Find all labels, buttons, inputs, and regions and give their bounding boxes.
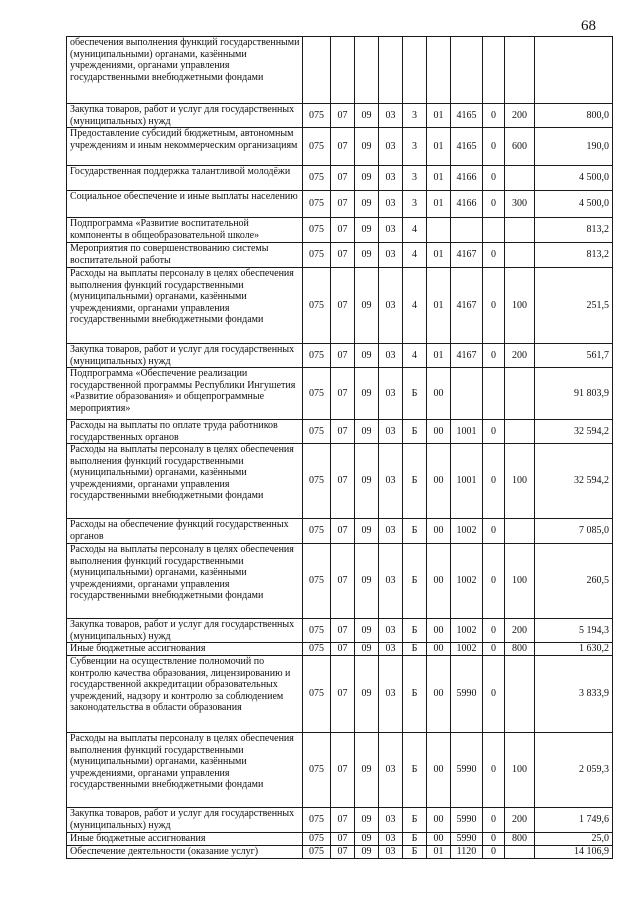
cell-section: 07 — [331, 268, 355, 344]
cell-section: 07 — [331, 846, 355, 859]
cell-zero: 0 — [483, 268, 505, 344]
cell-program: 03 — [379, 344, 403, 368]
cell-section: 07 — [331, 344, 355, 368]
cell-section: 07 — [331, 218, 355, 243]
cell-ministry-code: 075 — [303, 444, 331, 519]
cell-expense-type: 200 — [505, 344, 535, 368]
cell-zero: 0 — [483, 733, 505, 808]
table-row — [67, 544, 613, 619]
cell-subsection: 09 — [355, 344, 379, 368]
table-row — [67, 218, 613, 243]
table-row — [67, 833, 613, 846]
row-name: Предоставление субсидий бюджетным, автономным учреждениям и иным некоммерческим организациям — [67, 128, 303, 166]
cell-ministry-code: 075 — [303, 218, 331, 243]
cell-amount: 7 085,0 — [535, 519, 613, 544]
page-number: 68 — [581, 18, 596, 34]
cell-event: 00 — [427, 420, 451, 444]
cell-zero: 0 — [483, 420, 505, 444]
cell-program: 03 — [379, 519, 403, 544]
cell-subprogram: Б — [403, 619, 427, 643]
cell-zero: 0 — [483, 191, 505, 218]
table-row — [67, 128, 613, 166]
cell-event: 00 — [427, 656, 451, 733]
cell-direction — [451, 37, 483, 104]
cell-amount: 2 059,3 — [535, 733, 613, 808]
cell-program: 03 — [379, 268, 403, 344]
cell-event — [427, 37, 451, 104]
cell-program: 03 — [379, 643, 403, 656]
row-name: Обеспечение деятельности (оказание услуг) — [67, 846, 303, 859]
cell-event: 00 — [427, 808, 451, 833]
cell-amount — [535, 37, 613, 104]
cell-subsection: 09 — [355, 444, 379, 519]
cell-subsection: 09 — [355, 808, 379, 833]
cell-subprogram: Б — [403, 368, 427, 420]
cell-direction: 4166 — [451, 166, 483, 191]
cell-subsection — [355, 37, 379, 104]
cell-amount: 260,5 — [535, 544, 613, 619]
cell-amount: 25,0 — [535, 833, 613, 846]
cell-event: 01 — [427, 128, 451, 166]
cell-ministry-code: 075 — [303, 128, 331, 166]
table-row — [67, 519, 613, 544]
cell-subprogram: 4 — [403, 268, 427, 344]
cell-program: 03 — [379, 243, 403, 268]
cell-amount: 5 194,3 — [535, 619, 613, 643]
cell-ministry-code: 075 — [303, 344, 331, 368]
cell-section: 07 — [331, 166, 355, 191]
cell-subprogram: Б — [403, 733, 427, 808]
cell-subprogram: Б — [403, 833, 427, 846]
cell-expense-type: 200 — [505, 104, 535, 128]
cell-subsection: 09 — [355, 218, 379, 243]
cell-program: 03 — [379, 808, 403, 833]
row-name: Закупка товаров, работ и услуг для государственных (муниципальных) нужд — [67, 619, 303, 643]
cell-event — [427, 218, 451, 243]
cell-subsection: 09 — [355, 846, 379, 859]
cell-subprogram: Б — [403, 544, 427, 619]
cell-section: 07 — [331, 733, 355, 808]
row-name: обеспечения выполнения функций государственными (муниципальными) органами, казёнными учреждениями, органами управления государственными внебюджетными фондами — [67, 37, 303, 104]
cell-direction: 1002 — [451, 519, 483, 544]
cell-zero: 0 — [483, 643, 505, 656]
cell-section: 07 — [331, 643, 355, 656]
cell-subsection: 09 — [355, 368, 379, 420]
cell-subprogram: Б — [403, 444, 427, 519]
cell-direction: 5990 — [451, 733, 483, 808]
row-name: Подпрограмма «Обеспечение реализации государственной программы Республики Ингушетия «Развитие образования» и общепрограммные мероприятия» — [67, 368, 303, 420]
cell-expense-type: 100 — [505, 444, 535, 519]
cell-program: 03 — [379, 833, 403, 846]
cell-subprogram: 3 — [403, 128, 427, 166]
cell-event: 00 — [427, 519, 451, 544]
cell-section: 07 — [331, 619, 355, 643]
cell-event: 00 — [427, 733, 451, 808]
row-name: Мероприятия по совершенствованию системы воспитательной работы — [67, 243, 303, 268]
cell-program: 03 — [379, 656, 403, 733]
cell-zero: 0 — [483, 243, 505, 268]
table-row — [67, 166, 613, 191]
cell-ministry-code: 075 — [303, 619, 331, 643]
cell-subprogram: Б — [403, 656, 427, 733]
cell-section: 07 — [331, 808, 355, 833]
cell-amount: 4 500,0 — [535, 191, 613, 218]
cell-event: 00 — [427, 619, 451, 643]
cell-section — [331, 37, 355, 104]
cell-zero — [483, 368, 505, 420]
cell-section: 07 — [331, 833, 355, 846]
cell-zero: 0 — [483, 833, 505, 846]
cell-expense-type — [505, 218, 535, 243]
table-row — [67, 619, 613, 643]
cell-direction: 1001 — [451, 444, 483, 519]
cell-ministry-code — [303, 37, 331, 104]
cell-section: 07 — [331, 544, 355, 619]
cell-program — [379, 37, 403, 104]
cell-event: 01 — [427, 191, 451, 218]
cell-event: 00 — [427, 833, 451, 846]
cell-subsection: 09 — [355, 619, 379, 643]
cell-event: 01 — [427, 104, 451, 128]
cell-ministry-code: 075 — [303, 643, 331, 656]
table-row — [67, 191, 613, 218]
cell-direction: 5990 — [451, 833, 483, 846]
cell-section: 07 — [331, 243, 355, 268]
cell-program: 03 — [379, 444, 403, 519]
cell-program: 03 — [379, 420, 403, 444]
cell-ministry-code: 075 — [303, 268, 331, 344]
cell-direction: 1002 — [451, 643, 483, 656]
cell-subsection: 09 — [355, 243, 379, 268]
cell-expense-type: 200 — [505, 808, 535, 833]
cell-subprogram: 3 — [403, 166, 427, 191]
cell-section: 07 — [331, 368, 355, 420]
cell-section: 07 — [331, 656, 355, 733]
cell-expense-type: 300 — [505, 191, 535, 218]
budget-table — [66, 36, 613, 859]
cell-expense-type: 200 — [505, 619, 535, 643]
cell-ministry-code: 075 — [303, 733, 331, 808]
cell-section: 07 — [331, 444, 355, 519]
cell-section: 07 — [331, 420, 355, 444]
cell-direction: 4165 — [451, 104, 483, 128]
cell-zero — [483, 218, 505, 243]
cell-section: 07 — [331, 519, 355, 544]
cell-expense-type — [505, 37, 535, 104]
cell-amount: 32 594,2 — [535, 444, 613, 519]
cell-ministry-code: 075 — [303, 846, 331, 859]
row-name: Государственная поддержка талантливой молодёжи — [67, 166, 303, 191]
cell-ministry-code: 075 — [303, 104, 331, 128]
cell-subprogram: Б — [403, 519, 427, 544]
cell-amount: 91 803,9 — [535, 368, 613, 420]
cell-subprogram: 4 — [403, 243, 427, 268]
cell-subsection: 09 — [355, 268, 379, 344]
table-row — [67, 846, 613, 859]
table-row — [67, 37, 613, 104]
cell-direction: 1002 — [451, 544, 483, 619]
cell-subsection: 09 — [355, 166, 379, 191]
row-name: Иные бюджетные ассигнования — [67, 643, 303, 656]
cell-subsection: 09 — [355, 519, 379, 544]
cell-ministry-code: 075 — [303, 191, 331, 218]
cell-zero: 0 — [483, 519, 505, 544]
cell-program: 03 — [379, 733, 403, 808]
cell-event: 00 — [427, 368, 451, 420]
cell-subprogram: 3 — [403, 104, 427, 128]
row-name: Социальное обеспечение и иные выплаты населению — [67, 191, 303, 218]
cell-direction — [451, 368, 483, 420]
cell-amount: 190,0 — [535, 128, 613, 166]
cell-ministry-code: 075 — [303, 166, 331, 191]
cell-program: 03 — [379, 368, 403, 420]
cell-amount: 561,7 — [535, 344, 613, 368]
cell-subprogram — [403, 37, 427, 104]
cell-event: 00 — [427, 444, 451, 519]
cell-program: 03 — [379, 846, 403, 859]
cell-expense-type: 800 — [505, 643, 535, 656]
cell-ministry-code: 075 — [303, 808, 331, 833]
cell-zero: 0 — [483, 444, 505, 519]
cell-subsection: 09 — [355, 104, 379, 128]
row-name: Закупка товаров, работ и услуг для государственных (муниципальных) нужд — [67, 104, 303, 128]
row-name: Закупка товаров, работ и услуг для государственных (муниципальных) нужд — [67, 344, 303, 368]
cell-subprogram: Б — [403, 808, 427, 833]
cell-ministry-code: 075 — [303, 833, 331, 846]
cell-amount: 14 106,9 — [535, 846, 613, 859]
cell-section: 07 — [331, 128, 355, 166]
cell-event: 01 — [427, 268, 451, 344]
cell-zero: 0 — [483, 128, 505, 166]
cell-ministry-code: 075 — [303, 368, 331, 420]
cell-subsection: 09 — [355, 544, 379, 619]
cell-subsection: 09 — [355, 656, 379, 733]
cell-zero: 0 — [483, 344, 505, 368]
row-name: Расходы на выплаты персоналу в целях обеспечения выполнения функций государственными (муниципальными) органами, казёнными учреждениями, органами управления государственными внебюджетными фондами — [67, 733, 303, 808]
table-row — [67, 368, 613, 420]
table-row — [67, 420, 613, 444]
cell-amount: 32 594,2 — [535, 420, 613, 444]
cell-ministry-code: 075 — [303, 420, 331, 444]
cell-event: 00 — [427, 643, 451, 656]
cell-subsection: 09 — [355, 128, 379, 166]
table-row — [67, 656, 613, 733]
cell-ministry-code: 075 — [303, 243, 331, 268]
table-row — [67, 808, 613, 833]
table-row — [67, 733, 613, 808]
cell-expense-type: 100 — [505, 733, 535, 808]
cell-ministry-code: 075 — [303, 544, 331, 619]
cell-subsection: 09 — [355, 420, 379, 444]
cell-section: 07 — [331, 191, 355, 218]
cell-program: 03 — [379, 166, 403, 191]
cell-event: 01 — [427, 243, 451, 268]
cell-direction: 1001 — [451, 420, 483, 444]
cell-amount: 1 749,6 — [535, 808, 613, 833]
cell-expense-type — [505, 656, 535, 733]
cell-subprogram: Б — [403, 846, 427, 859]
row-name: Расходы на обеспечение функций государственных органов — [67, 519, 303, 544]
cell-zero: 0 — [483, 808, 505, 833]
cell-subprogram: Б — [403, 643, 427, 656]
row-name: Закупка товаров, работ и услуг для государственных (муниципальных) нужд — [67, 808, 303, 833]
cell-zero: 0 — [483, 619, 505, 643]
cell-amount: 813,2 — [535, 218, 613, 243]
cell-amount: 251,5 — [535, 268, 613, 344]
cell-event: 00 — [427, 544, 451, 619]
cell-direction: 5990 — [451, 656, 483, 733]
cell-direction: 4167 — [451, 268, 483, 344]
row-name: Подпрограмма «Развитие воспитательной компоненты в общеобразовательной школе» — [67, 218, 303, 243]
cell-program: 03 — [379, 128, 403, 166]
cell-zero: 0 — [483, 544, 505, 619]
cell-subsection: 09 — [355, 643, 379, 656]
cell-ministry-code: 075 — [303, 519, 331, 544]
cell-direction: 1120 — [451, 846, 483, 859]
row-name: Расходы на выплаты персоналу в целях обеспечения выполнения функций государственными (муниципальными) органами, казёнными учреждениями, органами управления государственными внебюджетными фондами — [67, 544, 303, 619]
cell-direction: 4165 — [451, 128, 483, 166]
cell-expense-type — [505, 420, 535, 444]
row-name: Расходы на выплаты по оплате труда работников государственных органов — [67, 420, 303, 444]
cell-zero: 0 — [483, 846, 505, 859]
row-name: Субвенции на осуществление полномочий по контролю качества образования, лицензированию и государственной аккредитации образовательных учреждений, надзору и контролю за соблюдением законодательства в области образования — [67, 656, 303, 733]
table-row — [67, 643, 613, 656]
cell-direction: 4167 — [451, 344, 483, 368]
table-row — [67, 243, 613, 268]
cell-direction — [451, 218, 483, 243]
cell-direction: 5990 — [451, 808, 483, 833]
cell-expense-type — [505, 166, 535, 191]
cell-section: 07 — [331, 104, 355, 128]
cell-amount: 3 833,9 — [535, 656, 613, 733]
cell-expense-type: 100 — [505, 268, 535, 344]
cell-program: 03 — [379, 218, 403, 243]
cell-event: 01 — [427, 846, 451, 859]
cell-event: 01 — [427, 166, 451, 191]
cell-subprogram: 4 — [403, 218, 427, 243]
cell-direction: 4166 — [451, 191, 483, 218]
cell-direction: 4167 — [451, 243, 483, 268]
cell-event: 01 — [427, 344, 451, 368]
cell-amount: 1 630,2 — [535, 643, 613, 656]
row-name: Иные бюджетные ассигнования — [67, 833, 303, 846]
cell-program: 03 — [379, 191, 403, 218]
table-row — [67, 268, 613, 344]
cell-expense-type — [505, 846, 535, 859]
cell-expense-type — [505, 243, 535, 268]
cell-expense-type: 100 — [505, 544, 535, 619]
cell-expense-type — [505, 368, 535, 420]
cell-subprogram: 4 — [403, 344, 427, 368]
cell-ministry-code: 075 — [303, 656, 331, 733]
cell-direction: 1002 — [451, 619, 483, 643]
table-row — [67, 104, 613, 128]
cell-program: 03 — [379, 619, 403, 643]
cell-program: 03 — [379, 544, 403, 619]
cell-subsection: 09 — [355, 833, 379, 846]
cell-subsection: 09 — [355, 733, 379, 808]
cell-zero: 0 — [483, 104, 505, 128]
cell-subprogram: Б — [403, 420, 427, 444]
cell-amount: 4 500,0 — [535, 166, 613, 191]
cell-subprogram: 3 — [403, 191, 427, 218]
cell-zero: 0 — [483, 166, 505, 191]
cell-expense-type: 800 — [505, 833, 535, 846]
cell-expense-type: 600 — [505, 128, 535, 166]
row-name: Расходы на выплаты персоналу в целях обеспечения выполнения функций государственными (муниципальными) органами, казёнными учреждениями, органами управления государственными внебюджетными фондами — [67, 268, 303, 344]
table-row — [67, 344, 613, 368]
cell-amount: 813,2 — [535, 243, 613, 268]
row-name: Расходы на выплаты персоналу в целях обеспечения выполнения функций государственными (муниципальными) органами, казёнными учреждениями, органами управления государственными внебюджетными фондами — [67, 444, 303, 519]
cell-subsection: 09 — [355, 191, 379, 218]
table-row — [67, 444, 613, 519]
cell-zero: 0 — [483, 656, 505, 733]
cell-expense-type — [505, 519, 535, 544]
cell-program: 03 — [379, 104, 403, 128]
cell-zero — [483, 37, 505, 104]
cell-amount: 800,0 — [535, 104, 613, 128]
